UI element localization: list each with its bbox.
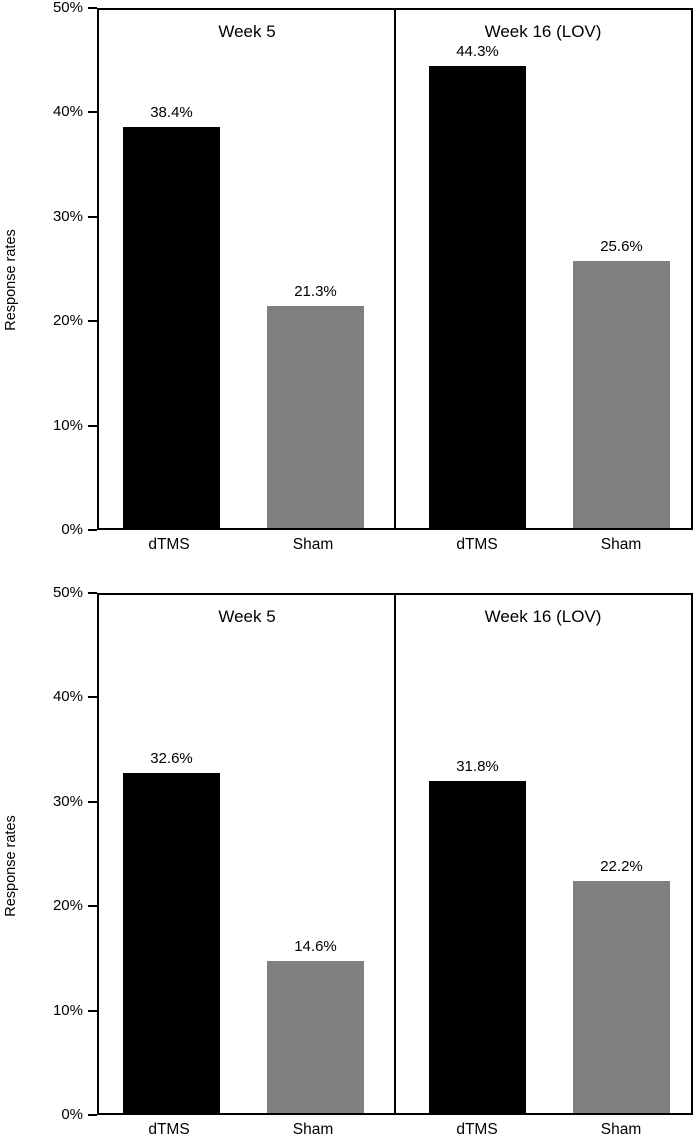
bar-week16-sham-top: 25.6% bbox=[573, 261, 670, 528]
y-axis-title-top: Response rates bbox=[3, 229, 19, 331]
bar-rect bbox=[123, 127, 220, 528]
group-week16-bottom bbox=[395, 595, 691, 1113]
tick-mark bbox=[88, 1114, 97, 1116]
x-label-sham: Sham bbox=[600, 1121, 642, 1138]
bar-week16-dtms-top: 44.3% bbox=[429, 66, 526, 529]
tick-mark bbox=[88, 216, 97, 218]
tick-mark bbox=[88, 7, 97, 9]
bar-week16-sham-bottom: 22.2% bbox=[573, 881, 670, 1113]
x-label-dtms: dTMS bbox=[456, 1121, 498, 1138]
x-axis-labels-top bbox=[97, 532, 693, 558]
bar-rect bbox=[267, 961, 364, 1113]
x-labels-week5-top bbox=[97, 532, 395, 558]
bar-rect bbox=[123, 773, 220, 1113]
bar-week5-dtms-top: 38.4% bbox=[123, 127, 220, 528]
x-label-dtms: dTMS bbox=[148, 536, 190, 553]
group-week5-bottom bbox=[99, 595, 395, 1113]
y-axis-ticks-bottom: 0% 10% 20% 30% 40% 50% bbox=[0, 593, 97, 1115]
bar-rect bbox=[429, 66, 526, 529]
group-title-week16-top: Week 16 (LOV) bbox=[484, 22, 602, 41]
x-label-dtms: dTMS bbox=[456, 536, 498, 553]
tick-mark bbox=[88, 1010, 97, 1012]
bar-rect bbox=[573, 261, 670, 528]
group-title-week5-bottom: Week 5 bbox=[218, 607, 276, 626]
x-axis-labels-bottom bbox=[97, 1117, 693, 1143]
x-label-sham: Sham bbox=[292, 536, 334, 553]
chart-panel-top bbox=[0, 0, 697, 560]
plot-area-top bbox=[97, 8, 693, 530]
bar-rect bbox=[573, 881, 670, 1113]
bar-week5-sham-top: 21.3% bbox=[267, 306, 364, 528]
x-labels-week5-bottom bbox=[97, 1117, 395, 1143]
bar-rect bbox=[429, 781, 526, 1113]
x-label-sham: Sham bbox=[600, 536, 642, 553]
bar-week5-dtms-bottom: 32.6% bbox=[123, 773, 220, 1113]
tick-mark bbox=[88, 425, 97, 427]
tick-mark bbox=[88, 905, 97, 907]
x-label-sham: Sham bbox=[292, 1121, 334, 1138]
bar-week5-sham-bottom: 14.6% bbox=[267, 961, 364, 1113]
y-axis-ticks-top: 0% 10% 20% 30% 40% 50% bbox=[0, 8, 97, 530]
bar-week16-dtms-bottom: 31.8% bbox=[429, 781, 526, 1113]
tick-mark bbox=[88, 529, 97, 531]
tick-mark bbox=[88, 320, 97, 322]
group-week5-top bbox=[99, 10, 395, 528]
tick-mark bbox=[88, 696, 97, 698]
group-week16-top bbox=[395, 10, 691, 528]
x-labels-week16-bottom bbox=[395, 1117, 693, 1143]
x-labels-week16-top bbox=[395, 532, 693, 558]
group-title-week16-bottom: Week 16 (LOV) bbox=[484, 607, 602, 626]
tick-mark bbox=[88, 801, 97, 803]
bar-rect bbox=[267, 306, 364, 528]
group-title-week5-top: Week 5 bbox=[218, 22, 276, 41]
y-axis-title-bottom: Response rates bbox=[3, 815, 19, 917]
plot-area-bottom bbox=[97, 593, 693, 1115]
chart-panel-bottom bbox=[0, 585, 697, 1147]
x-label-dtms: dTMS bbox=[148, 1121, 190, 1138]
tick-mark bbox=[88, 592, 97, 594]
